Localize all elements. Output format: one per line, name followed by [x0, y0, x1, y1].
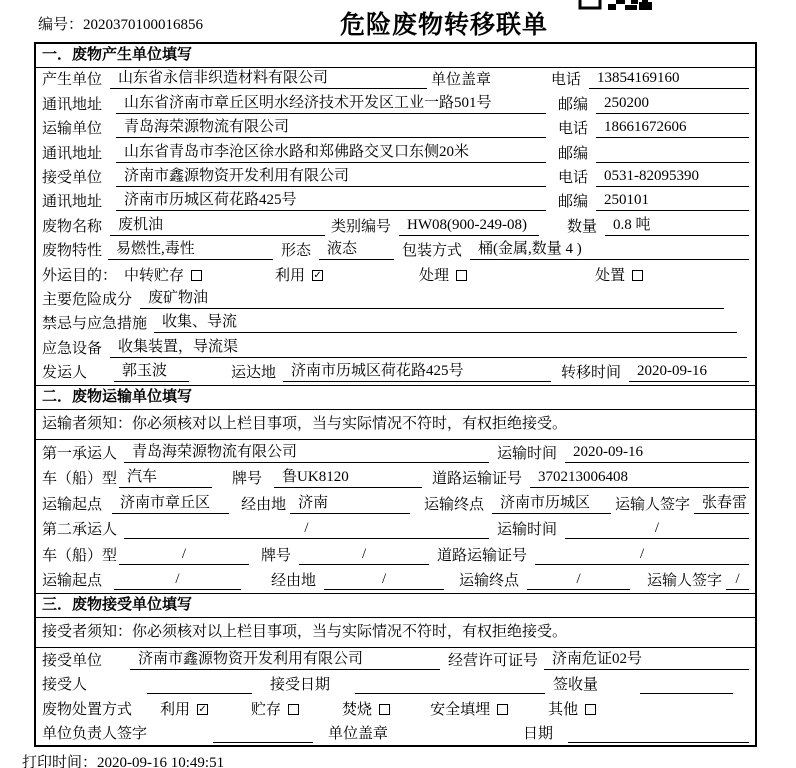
- print-time: [22, 751, 224, 768]
- disposal-incinerate-label: 焚烧: [342, 701, 373, 718]
- main-hazard-row: [36, 288, 755, 312]
- purpose-utilize: [275, 267, 323, 285]
- transport-zip-value: [596, 146, 749, 163]
- serial-number: [38, 13, 203, 34]
- purpose-treat: [419, 267, 467, 285]
- route-start-value: 济南市章丘区: [112, 494, 229, 514]
- purpose-dispose: [595, 267, 643, 285]
- page-title: 危险废物转移联单: [340, 11, 549, 39]
- carrier-sign-value: 张春雷: [694, 494, 749, 514]
- first-carrier-row: [36, 440, 755, 466]
- disposal-storage-label: 贮存: [251, 701, 282, 718]
- disposal-utilize-box: ✓: [198, 704, 207, 716]
- plate-value: 鲁UK8120: [274, 468, 422, 488]
- purpose-treat-box: [456, 270, 467, 281]
- license-label: 经营许可证号: [448, 652, 539, 669]
- waste-property-value: 易燃性,毒性: [108, 240, 273, 260]
- emergency-measures-row: [36, 312, 755, 336]
- receive-company-row: [36, 648, 755, 673]
- quantity-value: 0.8 吨: [605, 216, 749, 236]
- transport-time-label: 运输时间: [497, 445, 558, 462]
- receive-unit-row: [36, 166, 755, 190]
- route-end-value: 济南市历城区: [492, 494, 611, 514]
- section-transporter: [36, 385, 755, 593]
- second-route-start-label: 运输起点: [42, 573, 103, 590]
- receive-address-value: 济南市历城区荷花路425号: [116, 191, 546, 211]
- disposal-landfill-box: [497, 704, 508, 715]
- disposal-storage-box: [288, 704, 299, 715]
- purpose-utilize-label: 利用: [275, 267, 306, 284]
- transport-unit-value: 青岛海荣源物流有限公司: [116, 118, 546, 138]
- unit-seal2-label: 单位盖章: [328, 726, 389, 743]
- responsible-sign-label: 单位负责人签字: [42, 726, 148, 743]
- transport-time-value: 2020-09-16: [565, 443, 749, 463]
- via-value: 济南: [290, 494, 410, 514]
- transport-phone-value: 18661672606: [596, 118, 749, 138]
- disposal-other-label: 其他: [548, 701, 579, 718]
- transfer-time-value: 2020-09-16: [629, 362, 749, 382]
- consignor-value: 郭玉波: [114, 362, 189, 382]
- second-carrier-label: 第二承运人: [42, 522, 118, 539]
- emergency-equipment-value: 收集装置，导流渠: [110, 338, 747, 358]
- producer-phone-value: 13854169160: [589, 69, 749, 89]
- transport-address-label: 通讯地址: [42, 145, 103, 162]
- producer-address-value: 山东省济南市章丘区明水经济技术开发区工业一路501号: [116, 94, 546, 114]
- second-via-value: /: [324, 570, 444, 590]
- receiver-notice: 接受者须知：你必须核对以上栏目事项，当与实际情况不符时，有权拒绝接受。: [36, 618, 755, 648]
- second-vehicle-type-row: [36, 542, 755, 568]
- packing-label: 包装方式: [402, 243, 463, 260]
- second-plate-value: /: [299, 545, 429, 565]
- main-hazard-value: 废矿物油: [140, 289, 724, 309]
- disposal-other-box: [585, 704, 596, 715]
- producer-unit-label: 产生单位: [42, 72, 103, 89]
- second-transport-time-value: /: [565, 519, 749, 539]
- receive-company-label: 接受单位: [42, 652, 103, 669]
- second-transport-time-label: 运输时间: [497, 522, 558, 539]
- emergency-measures-value: 收集、导流: [154, 313, 737, 333]
- disposal-landfill: [430, 701, 508, 719]
- carrier-sign-label: 运输人签字: [614, 496, 690, 513]
- second-carrier-value: /: [124, 519, 489, 539]
- producer-phone-label: 电话: [551, 72, 582, 89]
- second-vehicle-type-label: 车（船）型: [42, 547, 118, 564]
- second-carrier-row: [36, 517, 755, 543]
- second-route-end-value: /: [527, 570, 630, 590]
- waste-property-label: 废物特性: [42, 243, 103, 260]
- received-amount-value: [640, 677, 733, 694]
- serial-value: 2020370100016856: [83, 17, 204, 33]
- disposal-other: [548, 701, 596, 719]
- second-road-permit-value: /: [535, 545, 749, 565]
- via-label: 经由地: [241, 496, 287, 513]
- second-road-permit-label: 道路运输证号: [437, 547, 528, 564]
- producer-address-row: [36, 92, 755, 116]
- disposal-utilize: [160, 701, 208, 719]
- disposal-method-row: [36, 697, 755, 722]
- disposal-storage: [251, 701, 299, 719]
- destination-label: 运达地: [231, 365, 277, 382]
- print-time-value: 2020-09-16 10:49:51: [97, 755, 225, 768]
- section-transporter-title: 二．废物运输单位填写: [36, 386, 755, 410]
- receive-unit-value: 济南市鑫源物资开发利用有限公司: [116, 167, 546, 187]
- category-code-value: HW08(900-249-08): [399, 216, 539, 236]
- section-transporter-rows: [36, 440, 755, 593]
- serial-label: 编号：: [38, 17, 84, 33]
- received-amount-label: 签收量: [553, 677, 599, 694]
- transporter-notice: 运输者须知：你必须核对以上栏目事项，当与实际情况不符时，有权拒绝接受。: [36, 410, 755, 440]
- route-row: [36, 491, 755, 517]
- receive-phone-value: 0531-82095390: [596, 167, 749, 187]
- purpose-dispose-box: [632, 270, 643, 281]
- section-producer-rows: [36, 68, 755, 385]
- road-permit-value: 370213006408: [530, 468, 749, 488]
- section-receiver-title: 三．废物接受单位填写: [36, 594, 755, 618]
- second-plate-label: 牌号: [261, 547, 292, 564]
- second-route-start-value: /: [114, 570, 241, 590]
- first-carrier-value: 青岛海荣源物流有限公司: [124, 443, 489, 463]
- main-hazard-label: 主要危险成分: [42, 291, 133, 308]
- producer-zip-label: 邮编: [558, 96, 589, 113]
- packing-value: 桶(金属,数量 4 ): [470, 240, 749, 260]
- vehicle-type-value: 汽车: [119, 468, 212, 488]
- quantity-label: 数量: [567, 218, 598, 235]
- plate-label: 牌号: [232, 471, 263, 488]
- transfer-purpose-row: [36, 263, 755, 287]
- waste-name-value: 废机油: [110, 216, 325, 236]
- receive-date-value: [355, 677, 545, 694]
- section-receiver: [36, 593, 755, 746]
- producer-zip-value: 250200: [596, 94, 749, 114]
- second-carrier-sign-value: /: [726, 570, 749, 590]
- receive-unit-label: 接受单位: [42, 169, 103, 186]
- date-value: [568, 726, 749, 743]
- transfer-time-label: 转移时间: [561, 365, 622, 382]
- purpose-transit-storage: [124, 267, 202, 285]
- disposal-incinerate: [342, 701, 390, 719]
- waste-name-row: [36, 214, 755, 238]
- emergency-equipment-label: 应急设备: [42, 340, 103, 357]
- purpose-dispose-label: 处置: [595, 267, 626, 284]
- section-producer: [36, 44, 755, 385]
- second-vehicle-type-value: /: [119, 545, 249, 565]
- disposal-method-label: 废物处置方式: [42, 701, 133, 718]
- route-start-label: 运输起点: [42, 496, 103, 513]
- receive-date-label: 接受日期: [270, 677, 331, 694]
- destination-value: 济南市历城区荷花路425号: [283, 362, 551, 382]
- consignor-label: 发运人: [42, 365, 88, 382]
- form-state-value: 液态: [319, 240, 394, 260]
- section-receiver-rows: [36, 648, 755, 746]
- receiver-person-label: 接受人: [42, 677, 88, 694]
- receive-address-row: [36, 190, 755, 214]
- vehicle-type-row: [36, 466, 755, 492]
- road-permit-label: 道路运输证号: [432, 471, 523, 488]
- second-route-end-label: 运输终点: [459, 573, 520, 590]
- category-code-label: 类别编号: [331, 218, 392, 235]
- receive-address-label: 通讯地址: [42, 194, 103, 211]
- transfer-purpose-label: 外运目的：: [42, 267, 118, 284]
- receiver-person-row: [36, 673, 755, 698]
- vehicle-type-label: 车（船）型: [42, 471, 118, 488]
- qr-code-remnant: [578, 0, 653, 11]
- disposal-landfill-label: 安全填埋: [430, 701, 491, 718]
- manifest-form: [34, 42, 757, 747]
- first-carrier-label: 第一承运人: [42, 445, 118, 462]
- transport-address-value: 山东省青岛市李沧区徐水路和郑佛路交叉口东侧20米: [116, 143, 546, 163]
- route-end-label: 运输终点: [424, 496, 485, 513]
- date-label: 日期: [523, 726, 554, 743]
- unit-seal-label: 单位盖章: [431, 72, 492, 89]
- print-time-label: 打印时间：: [22, 755, 98, 768]
- signature-row: [36, 722, 755, 747]
- transport-unit-row: [36, 117, 755, 141]
- waste-name-label: 废物名称: [42, 218, 103, 235]
- waste-property-row: [36, 239, 755, 263]
- transport-address-row: [36, 141, 755, 165]
- second-via-label: 经由地: [271, 573, 317, 590]
- receiver-person-value: [147, 677, 252, 694]
- section-producer-title: 一．废物产生单位填写: [36, 44, 755, 68]
- receive-phone-label: 电话: [558, 169, 589, 186]
- license-value: 济南危证02号: [544, 650, 749, 670]
- purpose-treat-label: 处理: [419, 267, 450, 284]
- second-carrier-sign-label: 运输人签字: [647, 573, 723, 590]
- receive-company-value: 济南市鑫源物资开发利用有限公司: [130, 650, 440, 670]
- receive-zip-label: 邮编: [558, 194, 589, 211]
- transport-unit-label: 运输单位: [42, 121, 103, 138]
- receive-zip-value: 250101: [596, 191, 749, 211]
- transport-phone-label: 电话: [558, 121, 589, 138]
- transport-zip-label: 邮编: [558, 145, 589, 162]
- purpose-utilize-box: ✓: [313, 270, 322, 282]
- purpose-transit-storage-box: [191, 270, 202, 281]
- responsible-sign-value: [213, 726, 313, 743]
- emergency-measures-label: 禁忌与应急措施: [42, 316, 148, 333]
- disposal-incinerate-box: [379, 704, 390, 715]
- emergency-equipment-row: [36, 336, 755, 360]
- purpose-transit-storage-label: 中转贮存: [124, 267, 185, 284]
- producer-address-label: 通讯地址: [42, 96, 103, 113]
- consignor-row: [36, 361, 755, 385]
- form-state-label: 形态: [281, 243, 312, 260]
- producer-unit-value: 山东省永信非织造材料有限公司: [110, 69, 427, 89]
- second-route-row: [36, 568, 755, 594]
- disposal-utilize-label: 利用: [160, 701, 191, 718]
- producer-unit-row: [36, 68, 755, 92]
